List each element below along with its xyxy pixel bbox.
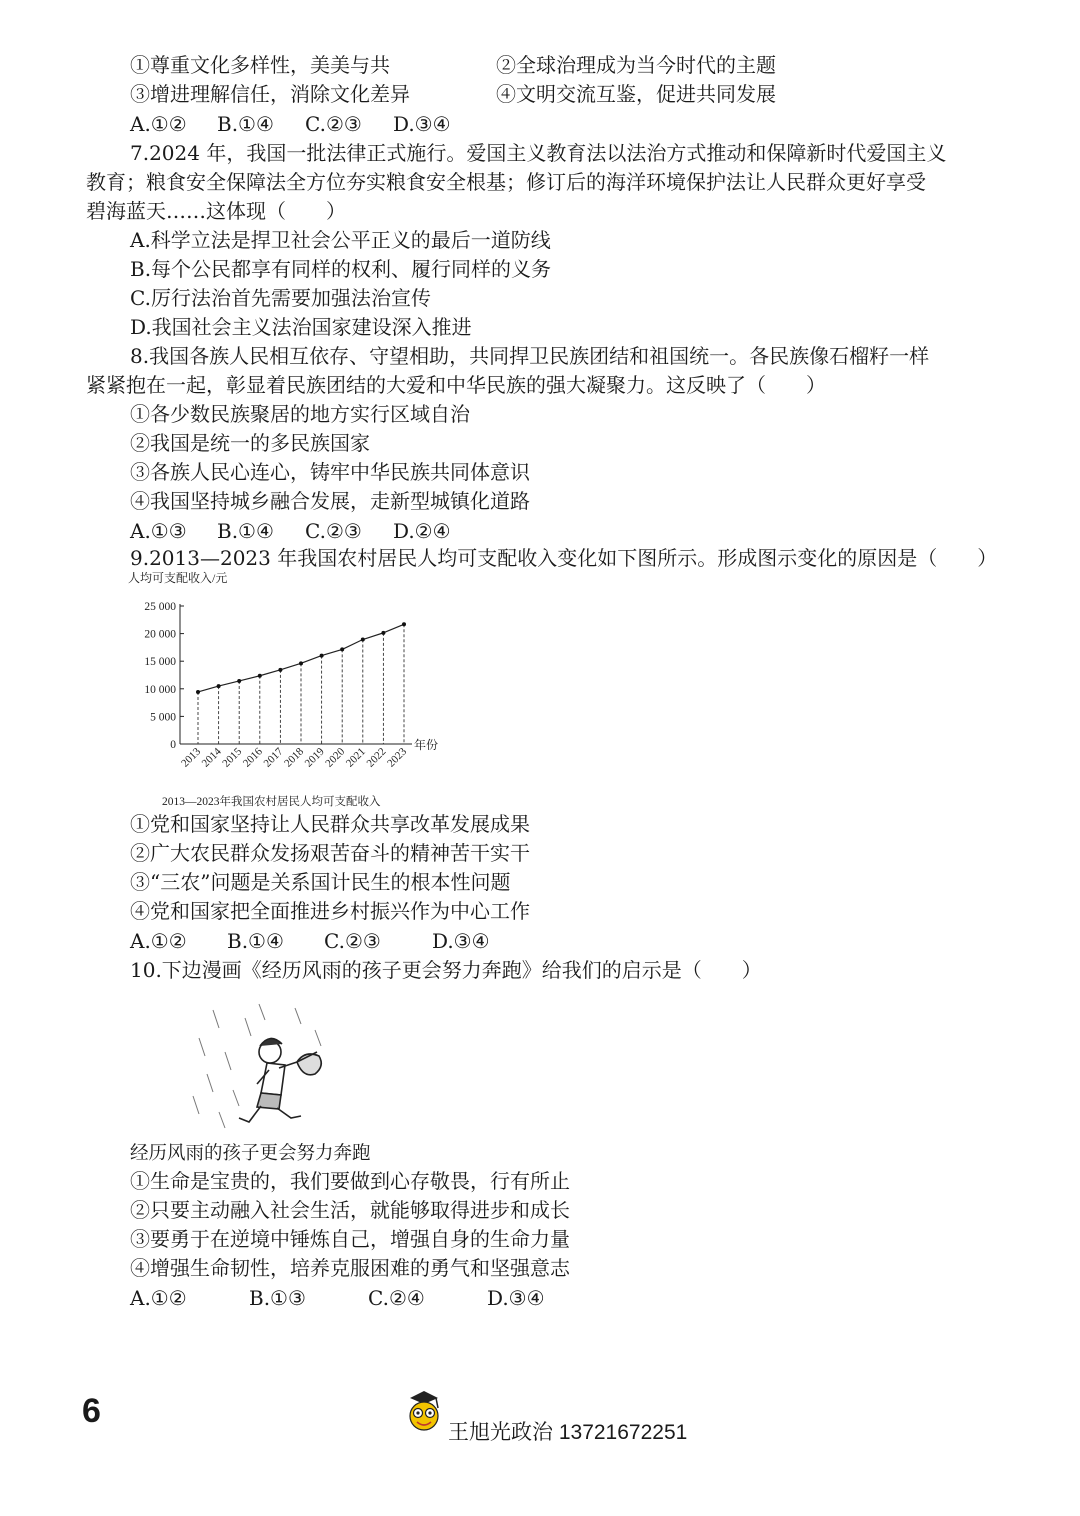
- y-tick-label: 25 000: [144, 601, 176, 613]
- q9-answer-c: C.②③: [324, 929, 381, 953]
- q8-item-1: ①各少数民族聚居的地方实行区域自治: [130, 402, 470, 426]
- q7-option-d: D.我国社会主义法治国家建设深入推进: [130, 315, 472, 339]
- q10-item-3: ③要勇于在逆境中锤炼自己，增强自身的生命力量: [130, 1227, 570, 1251]
- q8-item-4: ④我国坚持城乡融合发展，走新型城镇化道路: [130, 489, 530, 513]
- q9-answers: [130, 928, 490, 954]
- data-point: [361, 638, 365, 642]
- x-tick-label: 2018: [282, 745, 307, 770]
- data-point: [278, 668, 282, 672]
- q10-item-1: ①生命是宝贵的，我们要做到心存敬畏，行有所止: [130, 1169, 570, 1193]
- child-figure: [239, 1038, 321, 1122]
- q7-option-a: A.科学立法是捍卫社会公平正义的最后一道防线: [130, 228, 551, 252]
- q8-answer-a: A.①③: [130, 519, 187, 543]
- q7-stem-line-1: 7.2024 年，我国一批法律正式施行。爱国主义教育法以法治方式推动和保障新时代爱国主义: [130, 141, 947, 165]
- q8-stem-line-2: 紧紧抱在一起，彰显着民族团结的大爱和中华民族的强大凝聚力。这反映了（ ）: [86, 373, 826, 397]
- q10-cartoon-caption: 经历风雨的孩子更会努力奔跑: [130, 1143, 371, 1164]
- q10-answer-c: C.②④: [368, 1286, 425, 1310]
- page-number: 6: [82, 1392, 101, 1430]
- q9-stem: 9.2013—2023 年我国农村居民人均可支配收入变化如下图所示。形成图示变化的原因是（ ）: [130, 546, 998, 570]
- footer-brand-text: 王旭光政治 13721672251: [448, 1421, 688, 1444]
- q7-option-c: C.厉行法治首先需要加强法治宣传: [130, 286, 431, 310]
- q8-answers: [130, 518, 451, 544]
- q10-item-2: ②只要主动融入社会生活，就能够取得进步和成长: [130, 1198, 570, 1222]
- x-tick-label: 2013: [179, 745, 204, 770]
- q9-answer-b: B.①④: [227, 929, 284, 953]
- q10-stem: 10.下边漫画《经历风雨的孩子更会努力奔跑》给我们的启示是（ ）: [130, 958, 762, 982]
- q9-item-4: ④党和国家把全面推进乡村振兴作为中心工作: [130, 899, 530, 923]
- chart-title: 2013—2023年我国农村居民人均可支配收入: [162, 796, 381, 808]
- data-point: [217, 684, 221, 688]
- q10-answers: [130, 1285, 545, 1311]
- x-tick-label: 2023: [385, 745, 410, 770]
- y-tick-label: 5 000: [150, 711, 176, 724]
- q6-option-3: ③增进理解信任，消除文化差异: [130, 82, 410, 106]
- q6-option-2: ②全球治理成为当今时代的主题: [496, 53, 776, 77]
- q10-item-4: ④增强生命韧性，培养克服困难的勇气和坚强意志: [130, 1256, 570, 1280]
- mascot-logo-icon: [402, 1388, 446, 1436]
- data-point: [340, 647, 344, 651]
- q6-answer-b: B.①④: [217, 112, 274, 136]
- series-points: [196, 622, 406, 694]
- income-series-line: [198, 624, 404, 692]
- q6-option-4: ④文明交流互鉴，促进共同发展: [496, 82, 776, 106]
- x-tick-label: 2020: [323, 745, 348, 770]
- chart-ylabel: 人均可支配收入/元: [128, 571, 228, 585]
- q10-answer-d: D.③④: [487, 1286, 545, 1310]
- q8-item-3: ③各族人民心连心，铸牢中华民族共同体意识: [130, 460, 530, 484]
- q8-stem-line-1: 8.我国各族人民相互依存、守望相助，共同捍卫民族团结和祖国统一。各民族像石榴籽一样: [130, 344, 930, 368]
- x-axis-ticks: [179, 745, 409, 769]
- q7-stem-line-2: 教育；粮食安全保障法全方位夯实粮食安全根基；修订后的海洋环境保护法让人民群众更好享受: [86, 170, 926, 194]
- data-point: [402, 622, 406, 626]
- y-tick-label: 15 000: [144, 656, 176, 669]
- q9-item-1: ①党和国家坚持让人民群众共享改革发展成果: [130, 812, 530, 836]
- q6-option-1: ①尊重文化多样性，美美与共: [130, 53, 390, 77]
- q6-answers: [130, 111, 451, 137]
- q8-answer-b: B.①④: [217, 519, 274, 543]
- chart-xlabel: 年份: [414, 738, 439, 752]
- y-axis-ticks: [144, 601, 184, 751]
- q7-stem-line-3: 碧海蓝天……这体现（ ）: [86, 199, 346, 223]
- q8-answer-c: C.②③: [305, 519, 362, 543]
- x-tick-label: 2022: [364, 745, 389, 770]
- q9-answer-a: A.①②: [130, 929, 187, 953]
- q10-answer-a: A.①②: [130, 1286, 187, 1310]
- x-tick-label: 2014: [199, 745, 224, 770]
- running-child-in-rain-cartoon: [185, 1000, 345, 1140]
- data-point: [258, 674, 262, 678]
- data-point: [299, 661, 303, 665]
- income-line-chart: [120, 568, 450, 808]
- data-point: [320, 654, 324, 658]
- x-tick-label: 2015: [220, 745, 245, 770]
- x-tick-label: 2019: [302, 745, 327, 770]
- x-tick-label: 2017: [261, 745, 286, 770]
- y-tick-label: 10 000: [144, 683, 176, 696]
- y-tick-label: 0: [170, 739, 176, 751]
- q9-item-2: ②广大农民群众发扬艰苦奋斗的精神苦干实干: [130, 841, 530, 865]
- q7-option-b: B.每个公民都享有同样的权利、履行同样的义务: [130, 257, 552, 281]
- q9-item-3: ③“三农”问题是关系国计民生的根本性问题: [130, 870, 511, 894]
- q8-item-2: ②我国是统一的多民族国家: [130, 431, 370, 455]
- q8-answer-d: D.②④: [393, 519, 451, 543]
- y-tick-label: 20 000: [144, 628, 176, 641]
- x-tick-label: 2021: [343, 745, 368, 770]
- x-tick-label: 2016: [240, 745, 265, 770]
- q6-answer-d: D.③④: [393, 112, 451, 136]
- data-point: [237, 679, 241, 683]
- data-point: [196, 690, 200, 694]
- q6-answer-c: C.②③: [305, 112, 362, 136]
- q9-answer-d: D.③④: [432, 929, 490, 953]
- q10-answer-b: B.①③: [249, 1286, 306, 1310]
- data-point: [381, 631, 385, 635]
- q6-answer-a: A.①②: [130, 112, 187, 136]
